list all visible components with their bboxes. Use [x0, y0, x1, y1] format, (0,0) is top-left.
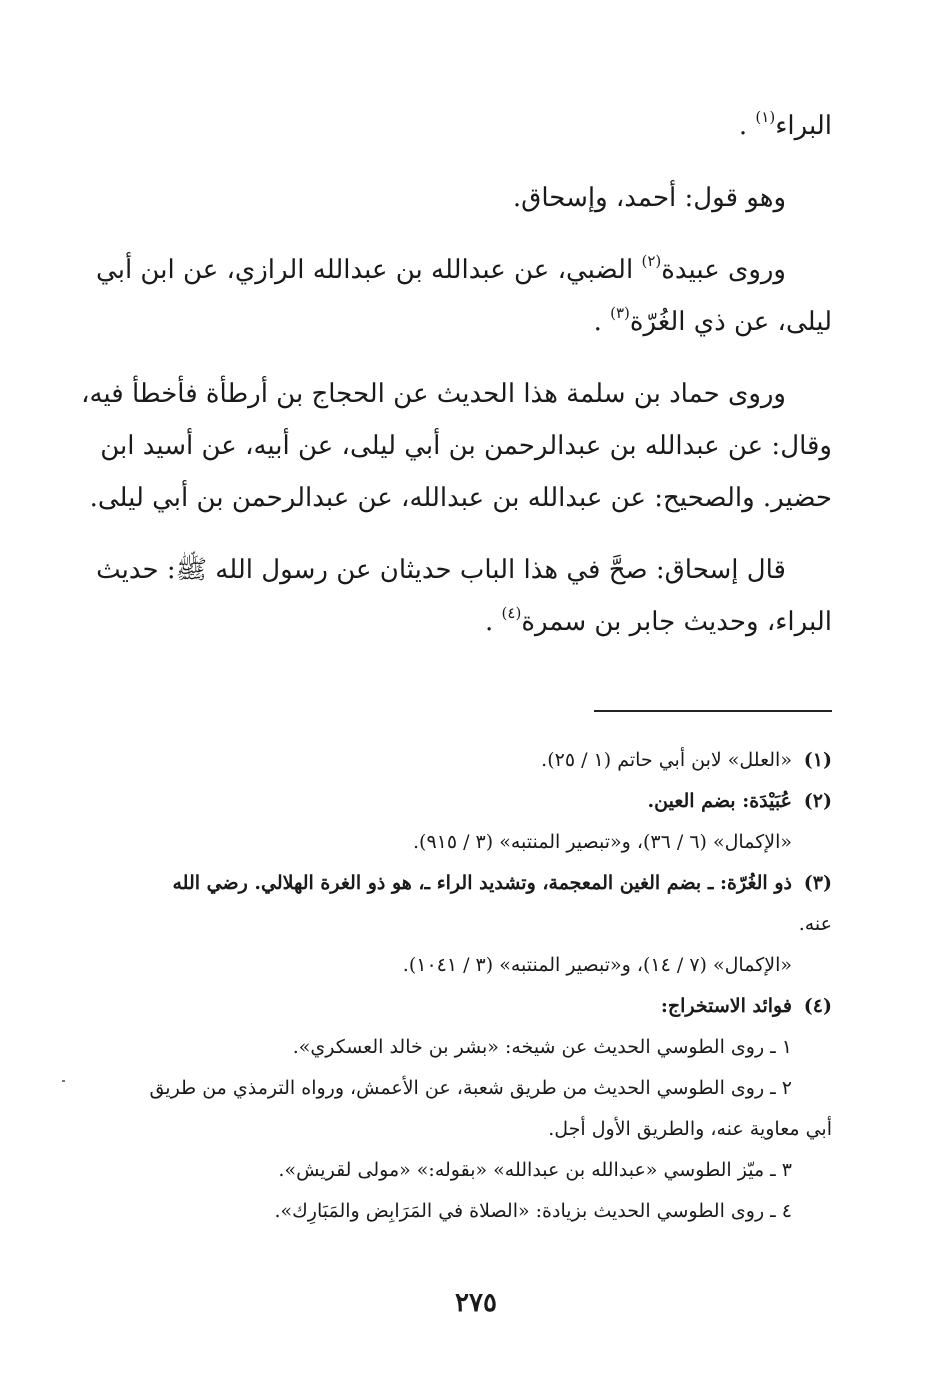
text-line — [96, 244, 832, 296]
footnote-ref[interactable]: (٤) — [501, 604, 522, 622]
footnote-ref[interactable]: (٢) — [641, 252, 662, 270]
footnote-ref[interactable]: (١) — [755, 108, 776, 126]
page-number: ٢٧٥ — [455, 1288, 497, 1318]
footnote-number: (٢) — [803, 790, 832, 812]
text-line: قال إسحاق: صحَّ في هذا الباب حديثان عن رسول الله ﷺ: حديث — [96, 555, 786, 585]
text-segment: وروى عبيدة — [661, 255, 786, 285]
text-segment: الضبي، عن عبدالله بن عبدالله الرازي، عن ابن أبي — [96, 255, 642, 285]
text-segment: . — [485, 607, 502, 637]
footnote-continuation: «الإكمال» (٧ / ١٤)، و«تبصير المنتبه» (٣ / ١٠٤١). — [402, 954, 792, 976]
scan-speck — [62, 1080, 65, 1082]
footnote-separator — [594, 710, 832, 712]
text-segment: . — [593, 307, 611, 337]
text-line: وروى حماد بن سلمة هذا الحديث عن الحجاج بن أرطأة فأخطأ فيه، — [81, 379, 786, 409]
text-segment: ليلى، عن ذي الغُرّة — [629, 307, 832, 337]
text-segment: البراء — [775, 111, 832, 141]
footnote-number: (١) — [803, 749, 832, 771]
text-line — [112, 596, 832, 648]
benefit-item: ٢ ـ روى الطوسي الحديث من طريق شعبة، عن الأعمش، ورواه الترمذي من طريق — [149, 1077, 792, 1099]
main-text — [81, 100, 832, 648]
footnotes — [112, 740, 832, 1232]
text-line: حضير. والصحيح: عن عبدالله بن عبدالله، عن عبدالرحمن بن أبي ليلى. — [89, 483, 832, 513]
footnote-text: عُبَيْدَة: بضم العين. — [647, 790, 792, 812]
benefit-item: ١ ـ روى الطوسي الحديث عن شيخه: «بشر بن خالد العسكري». — [292, 1036, 792, 1058]
text-line — [112, 296, 832, 348]
footnote-ref[interactable]: (٣) — [610, 304, 630, 322]
footnote — [112, 863, 832, 904]
footnote-number: (٣) — [803, 872, 832, 894]
footnote — [112, 740, 832, 781]
footnote-text: ذو الغُرّة: ـ بضم الغين المعجمة، وتشديد الراء ـ، هو ذو الغرة الهلالي. رضي الله — [172, 872, 792, 894]
text-segment: البراء، وحديث جابر بن سمرة — [521, 607, 832, 637]
footnote — [112, 781, 832, 822]
footnote-number: (٤) — [803, 995, 832, 1017]
text-line — [112, 100, 832, 152]
benefit-item: ٣ ـ ميّز الطوسي «عبدالله بن عبدالله» «بقوله:» «مولى لقريش». — [278, 1159, 792, 1181]
benefit-item-continuation: أبي معاوية عنه، والطريق الأول أجل. — [548, 1118, 832, 1140]
text-line: وهو قول: أحمد، وإسحاق. — [512, 183, 786, 213]
footnote — [112, 986, 832, 1027]
footnote-continuation: عنه. — [798, 913, 832, 935]
footnote-text: «العلل» لابن أبي حاتم (١ / ٢٥). — [541, 749, 792, 771]
text-segment: . — [738, 111, 756, 141]
text-line: وقال: عن عبدالله بن عبدالرحمن بن أبي ليلى، عن أبيه، عن أسيد ابن — [100, 431, 832, 461]
footnote-continuation: «الإكمال» (٦ / ٣٦)، و«تبصير المنتبه» (٣ / ٩١٥). — [412, 831, 792, 853]
footnote-text: فوائد الاستخراج: — [660, 995, 792, 1017]
benefit-item: ٤ ـ روى الطوسي الحديث بزيادة: «الصلاة في المَرَابِض والمَبَارِك». — [274, 1200, 792, 1222]
